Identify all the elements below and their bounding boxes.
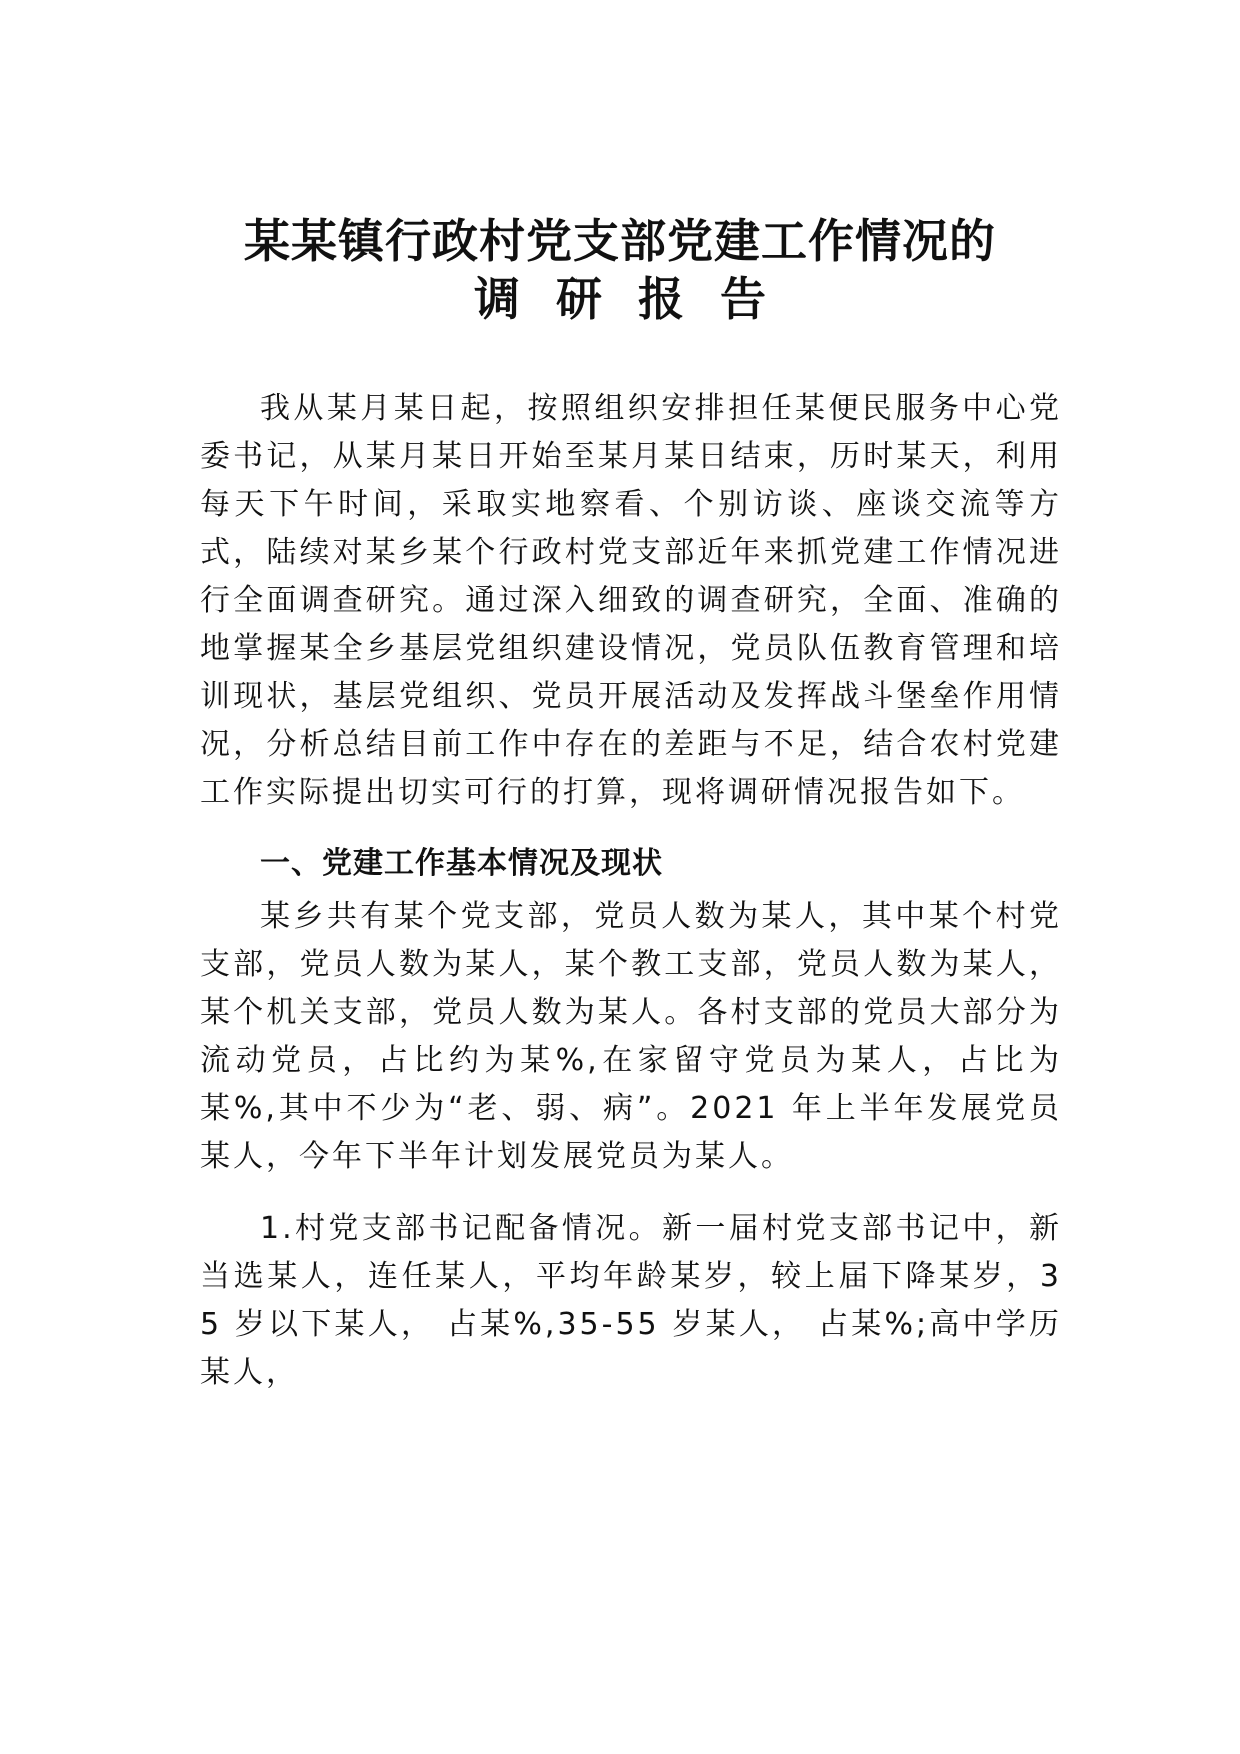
title-line-2: 调研报告 — [474, 272, 802, 326]
section-1-paragraph-block — [200, 893, 1062, 1181]
title-line-1: 某某镇行政村党支部党建工作情况的 — [244, 214, 996, 268]
section-1-heading: 一、党建工作基本情况及现状 — [260, 846, 663, 881]
document-title — [150, 212, 1090, 328]
intro-paragraph-block — [200, 385, 1062, 817]
section-1-paragraph: 某乡共有某个党支部，党员人数为某人，其中某个村党支部，党员人数为某人，某个教工支部，党员人数为某人，某个机关支部，党员人数为某人。各村支部的党员大部分为流动党员，占比约为某%,在家留守党员为某人，占比为某%,其中不少为“老、弱、病”。2021 年上半年发展党员某人，今年下半年计划发展党员为某人。 — [200, 899, 1062, 1174]
item-1-paragraph-block — [200, 1205, 1062, 1397]
intro-paragraph: 我从某月某日起，按照组织安排担任某便民服务中心党委书记，从某月某日开始至某月某日结束，历时某天，利用每天下午时间，采取实地察看、个别访谈、座谈交流等方式，陆续对某乡某个行政村党支部近年来抓党建工作情况进行全面调查研究。通过深入细致的调查研究，全面、准确的地掌握某全乡基层党组织建设情况，党员队伍教育管理和培训现状，基层党组织、党员开展活动及发挥战斗堡垒作用情况，分析总结目前工作中存在的差距与不足，结合农村党建工作实际提出切实可行的打算，现将调研情况报告如下。 — [200, 391, 1062, 810]
item-1-paragraph: 1.村党支部书记配备情况。新一届村党支部书记中，新当选某人，连任某人，平均年龄某岁，较上届下降某岁，35 岁以下某人， 占某%,35-55 岁某人， 占某%;高中学历某人， — [200, 1211, 1062, 1390]
